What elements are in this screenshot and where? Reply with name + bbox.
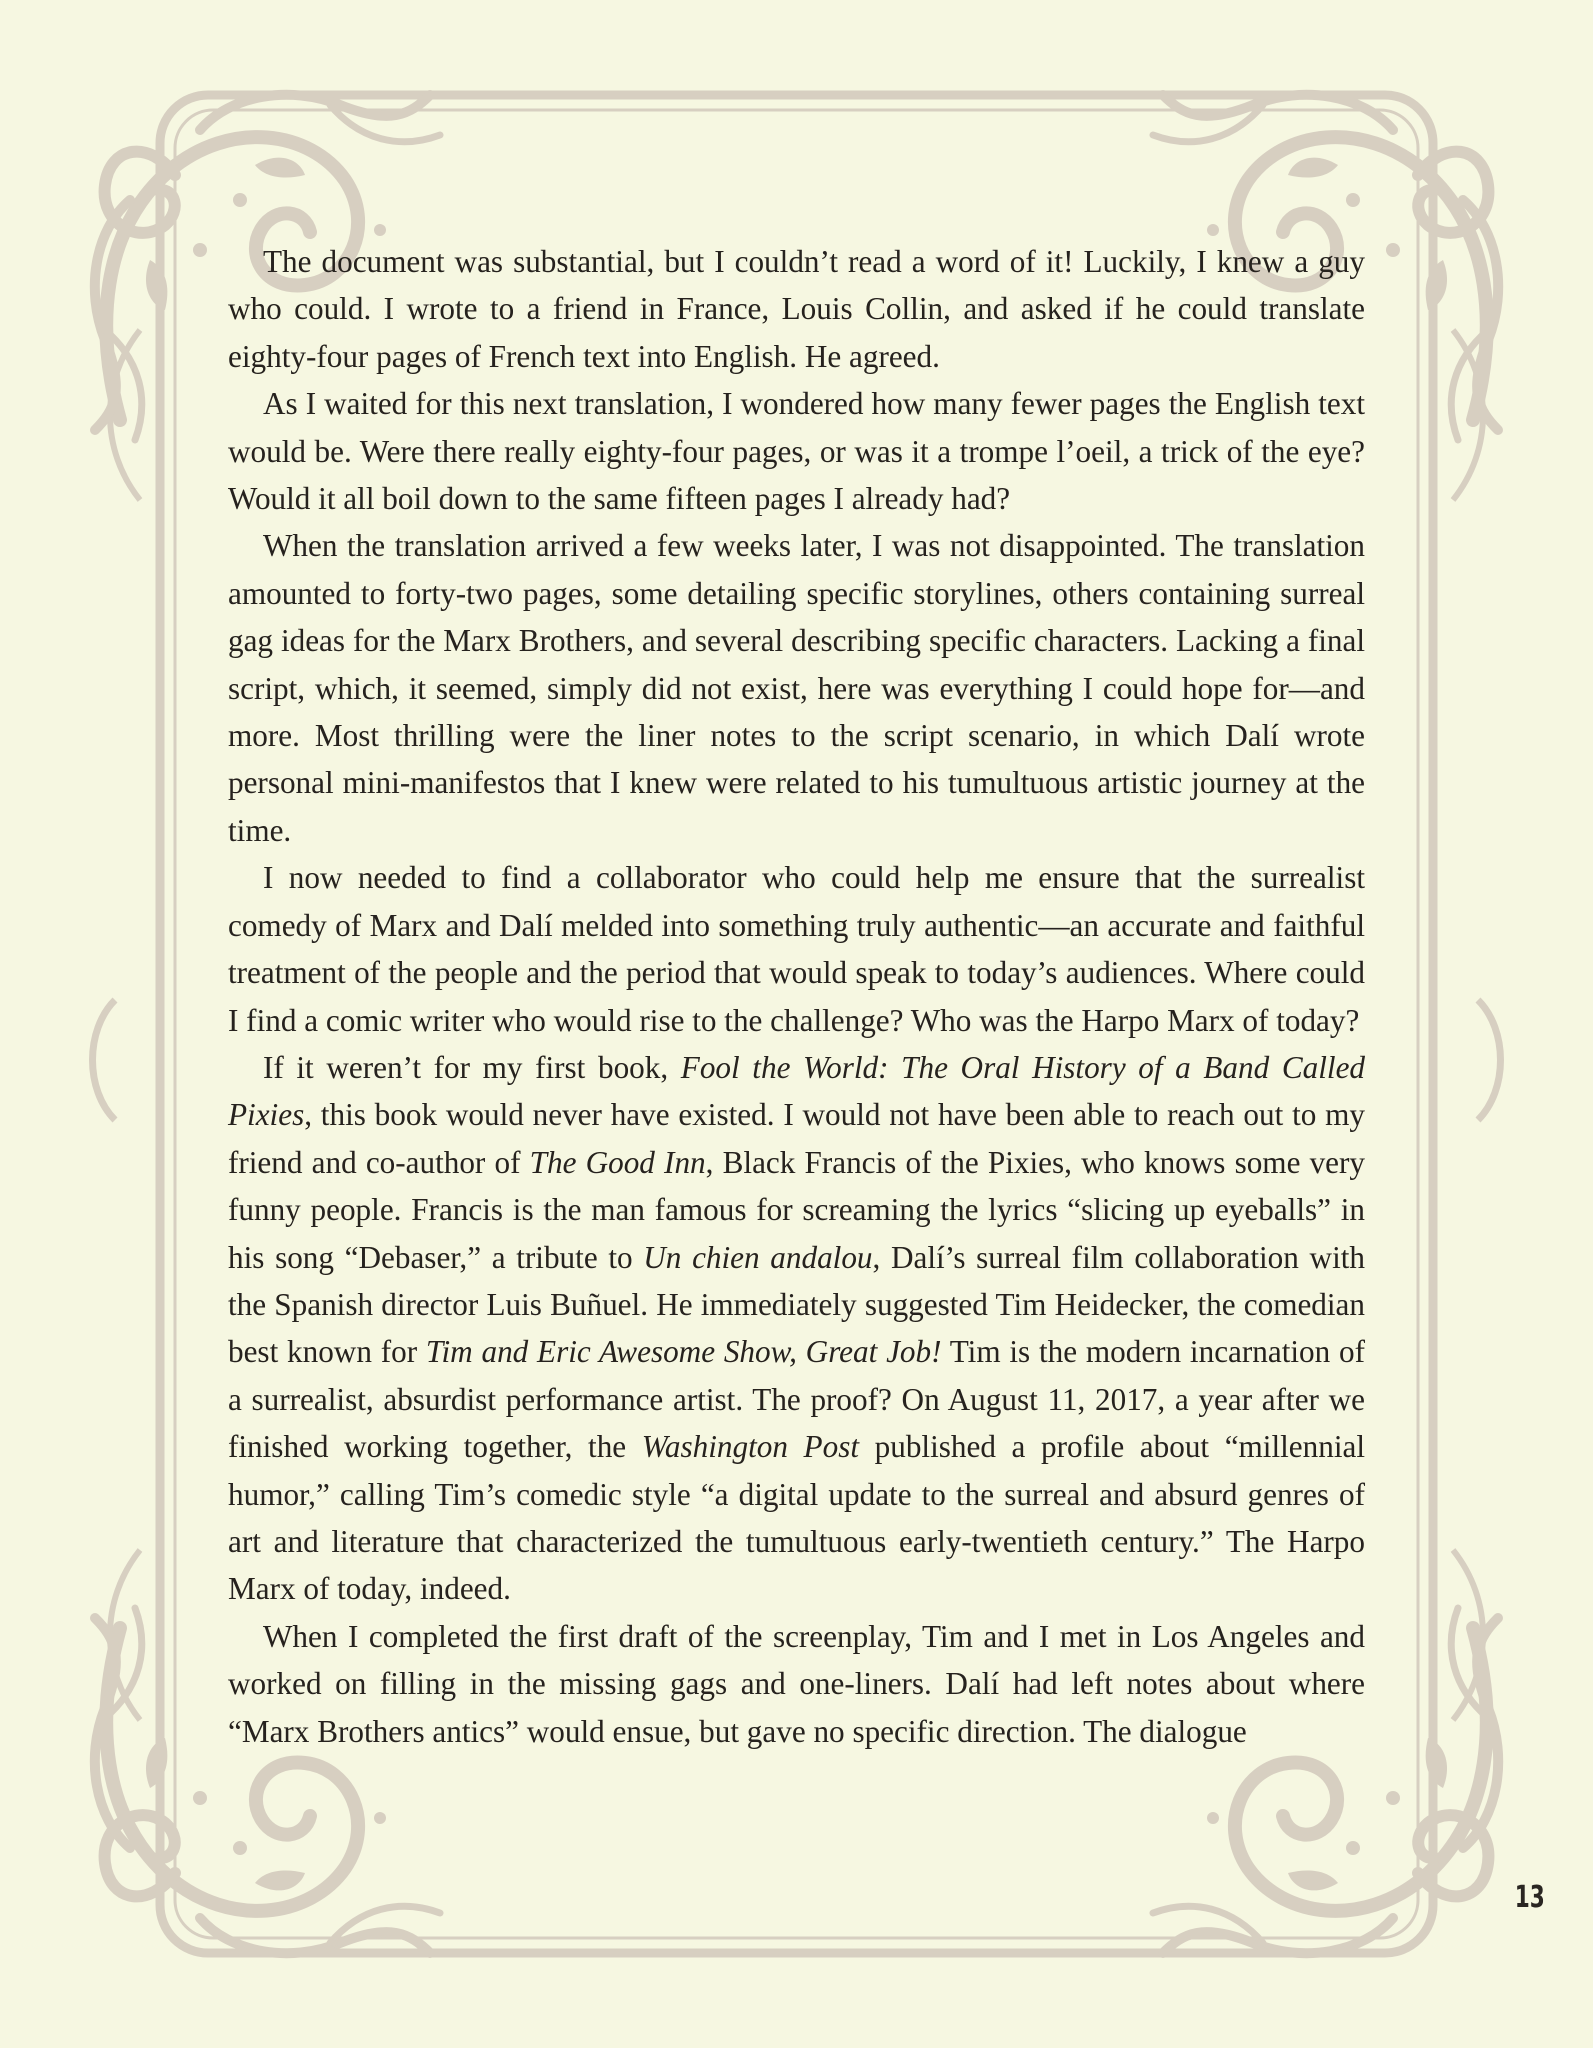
body-text — [228, 238, 1365, 1755]
text-run: Tim is the modern incarnation of a surrealist, absurdist performance artist. The proof? On August 11, 2017, a year after we finished working together, the — [228, 1334, 1365, 1465]
paragraph — [228, 1613, 1365, 1755]
text-run: published a profile about “millennial humor,” calling Tim’s comedic style “a digital update to the surreal and absurd genres of art and literature that characterized the tumultuous early-twentieth century.” The Harpo Marx of today, indeed. — [228, 1429, 1366, 1607]
text-run: When I completed the first draft of the screenplay, Tim and I met in Los Angeles and worked on filling in the missing gags and one-liners. Dalí had left notes about where “Marx Brothers antics” would ensue, but gave no specific direction. The dialogue — [228, 1618, 1365, 1749]
italic-title: The Good Inn — [529, 1144, 706, 1180]
italic-title: Tim and Eric Awesome Show, Great Job! — [425, 1334, 942, 1370]
text-run: , this book would never have existed. I would not have been able to reach out to my friend and co-author of — [228, 1097, 1365, 1180]
paragraph — [228, 380, 1365, 522]
paragraph — [228, 854, 1365, 1044]
paragraph — [228, 1044, 1365, 1613]
text-run: The document was substantial, but I couldn’t read a word of it! Luckily, I knew a guy who could. I wrote to a friend in France, Louis Collin, and asked if he could translate eighty-four pages of French text into English. He agreed. — [228, 244, 1365, 374]
text-run: , Black Francis of the Pixies, who knows some very funny people. Francis is the man famous for screaming the lyrics “slicing up eyeballs” in his song “Debaser,” a tribute to — [228, 1144, 1365, 1275]
text-run: As I waited for this next translation, I wondered how many fewer pages the English text would be. Were there really eighty-four pages, or was it a trompe l’oeil, a trick of the eye? Would it all boil down to the same fifteen pages I already had? — [228, 386, 1365, 517]
paragraph — [228, 238, 1365, 380]
italic-title: Fool the World: The Oral History of a Band Called Pixies — [228, 1049, 1365, 1133]
italic-title: Un chien andalou — [643, 1239, 873, 1275]
text-run: , Dalí’s surreal film collaboration with the Spanish director Luis Buñuel. He immediately suggested Tim Heidecker, the comedian best known for — [228, 1239, 1365, 1370]
text-run: When the translation arrived a few weeks later, I was not disappointed. The translation amounted to forty-two pages, some detailing specific storylines, others containing surreal gag ideas for the Marx Brothers, and several describing specific characters. Lacking a final script, which, it seemed, simply did not exist, here was everything I could hope for—and more. Most thrilling were the liner notes to the script scenario, in which Dalí wrote personal mini-manifestos that I knew were related to his tumultuous artistic journey at the time. — [228, 528, 1365, 848]
text-run: I now needed to find a collaborator who could help me ensure that the surrealist comedy of Marx and Dalí melded into something truly authentic—an accurate and faithful treatment of the people and the period that would speak to today’s audiences. Where could I find a comic writer who would rise to the challenge? Who was the Harpo Marx of today? — [228, 860, 1365, 1038]
text-run: If it weren’t for my first book, — [263, 1049, 681, 1085]
paragraph — [228, 522, 1365, 854]
italic-title: Washington Post — [641, 1429, 860, 1465]
page-number: 13 — [1514, 1880, 1545, 1915]
